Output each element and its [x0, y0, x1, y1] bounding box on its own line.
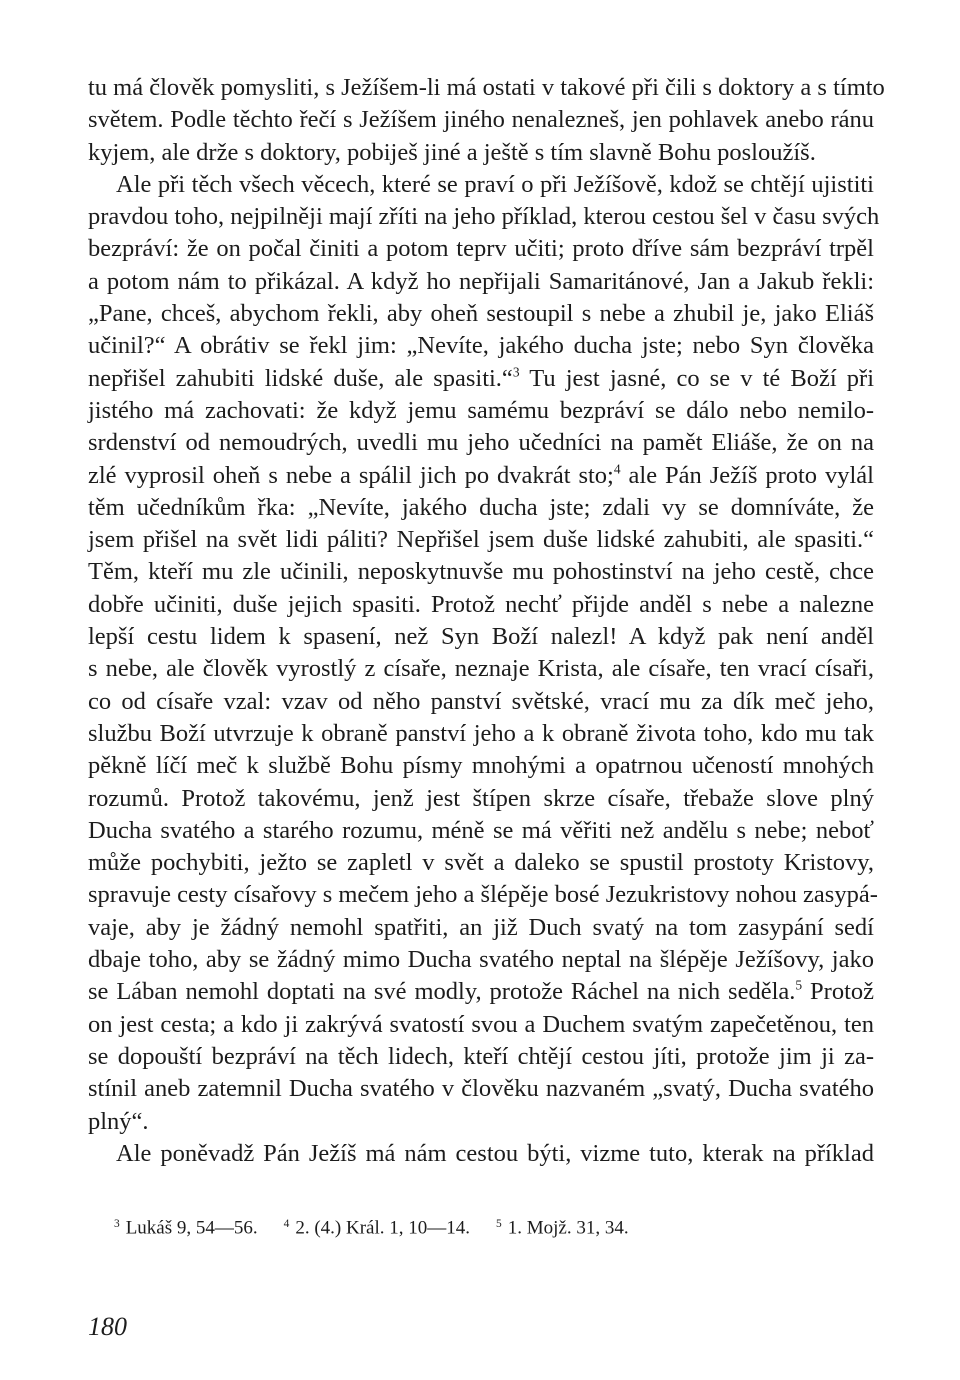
- text-segment: ale Pán Ježíš proto vylál: [628, 461, 874, 489]
- text-line: srdenství od nemoudrých, uvedli mu jeho učedníci na pamět Eliáše, že on na: [88, 429, 874, 457]
- footnote-ref: 5: [795, 977, 803, 993]
- text-line: Těm, kteří mu zle učinili, neposkytnuvše mu pohostinství na jeho cestě, chce: [88, 558, 874, 586]
- footnote: [114, 1212, 258, 1240]
- text-line: spravuje cesty císařovy s mečem jeho a šlépěje bosé Jezukristovy nohou zasypá-: [88, 881, 878, 909]
- text-line: vaje, aby je žádný nemohl spatřiti, an již Duch svatý na tom zasypání sedí: [88, 913, 874, 941]
- footnotes: [114, 1212, 814, 1240]
- text-line: [88, 976, 874, 1008]
- footnote-ref: 4: [613, 461, 621, 477]
- text-line: může pochybiti, ježto se zapletl v svět a daleko se spustil prostoty Kristovy,: [88, 849, 874, 877]
- text-line: s nebe, ale člověk vyrostlý z císaře, neznaje Krista, ale císaře, ten vrací císaři,: [88, 655, 874, 683]
- text-line: tu má člověk pomysliti, s Ježíšem-li má ostati v takové při čili s doktory a s tímto: [88, 74, 885, 101]
- text-line: on jest cesta; a kdo ji zakrývá svatostí svou a Duchem svatým zapečetěnou, ten: [88, 1010, 874, 1038]
- text-line: Ducha svatého a starého rozumu, méně se má věřiti než andělu s nebe; neboť: [88, 816, 874, 844]
- text-line: [88, 363, 874, 395]
- text-line: Ale při těch všech věcech, které se praví o při Ježíšově, kdož se chtějí ujistiti: [116, 170, 874, 198]
- text-line: jistého má zachovati: že když jemu samému bezpráví se dálo nebo nemilo-: [88, 396, 874, 424]
- text-line: těm učedníkům řka: „Nevíte, jakého ducha jste; zdali vy se domníváte, že: [88, 493, 874, 521]
- text-line: lepší cestu lidem k spasení, než Syn Boží nalezl! A když pak není anděl: [88, 623, 874, 651]
- page-number: 180: [88, 1312, 127, 1341]
- footnote-ref: 3: [512, 364, 520, 380]
- text-segment: Tu jest jasné, co se v té Boží při: [529, 364, 875, 392]
- text-line: jsem přišel na svět lidi páliti? Nepřišel jsem duše lidské zahubiti, ale spasiti.“: [88, 526, 874, 554]
- text-line: rozumů. Protož takovému, jenž jest štípen skrze císaře, třebaže slove plný: [88, 784, 874, 812]
- text-line: službu Boží utvrzuje k obraně panství jeho a k obraně života toho, kdo mu tak: [88, 719, 874, 747]
- text-line: a potom nám to přikázal. A když ho nepřijali Samaritánové, Jan a Jakub řekli:: [88, 267, 874, 295]
- footnote-mark: 4: [283, 1218, 290, 1230]
- footnote-text: 2. (4.) Král. 1, 10—14.: [295, 1217, 471, 1239]
- text-line: plný“.: [88, 1107, 149, 1135]
- footnote-mark: 5: [496, 1218, 502, 1230]
- footnote-text: Lukáš 9, 54—56.: [125, 1217, 258, 1239]
- text-line: co od císaře vzal: vzav od něho panství světské, vrací mu za dík meč jeho,: [88, 687, 874, 715]
- text-line: se dopouští bezpráví na těch lidech, kteří chtějí cestou jíti, protože jim ji za-: [88, 1042, 874, 1070]
- text-line: Ale poněvadž Pán Ježíš má nám cestou býti, vizme tuto, kterak na příklad: [116, 1139, 874, 1167]
- text-segment: nepřišel zahubiti lidské duše, ale spasiti.“: [88, 364, 513, 392]
- text-line: dbaje toho, aby se žádný mimo Ducha svatého neptal na šlépěje Ježíšovy, jako: [88, 946, 874, 974]
- text-line: bezpráví: že on počal činiti a potom teprv učiti; proto dříve sám bezpráví trpěl: [88, 235, 874, 263]
- text-line: pravdou toho, nejpilněji mají zříti na jeho příklad, kterou cestou šel v času svých: [88, 203, 880, 231]
- body-text: [88, 72, 885, 1170]
- text-line: stínil aneb zatemnil Ducha svatého v člověku nazvaném „svatý, Ducha svatého: [88, 1075, 874, 1103]
- text-line: světem. Podle těchto řečí s Ježíšem jiného nenalezneš, jen pohlavek anebo ránu: [88, 106, 874, 134]
- text-segment: Protož: [810, 978, 875, 1006]
- footnote: [496, 1212, 629, 1240]
- text-line: kyjem, ale drže s doktory, pobiješ jiné a ještě s tím slavně Bohu posloužíš.: [88, 138, 816, 166]
- footnote-mark: 3: [114, 1218, 120, 1230]
- text-line: [88, 460, 874, 492]
- text-line: učinil?“ A obrátiv se řekl jim: „Nevíte, jakého ducha jste; nebo Syn člověka: [88, 332, 874, 360]
- footnote: [284, 1212, 470, 1240]
- footnote-text: 1. Mojž. 31, 34.: [507, 1217, 629, 1239]
- text-line: dobře učiniti, duše jejich spasiti. Protož nechť přijde anděl s nebe a nalezne: [88, 590, 874, 618]
- text-segment: zlé vyprosil oheň s nebe a spálil jich po dvakrát sto;: [88, 461, 614, 489]
- text-segment: se Lában nemohl doptati na své modly, protože Ráchel na nich seděla.: [88, 978, 796, 1006]
- text-line: pěkně líčí meč k službě Bohu písmy mnohými a opatrnou učeností mnohých: [88, 752, 874, 780]
- text-line: „Pane, chceš, abychom řekli, aby oheň sestoupil s nebe a zhubil je, jako Eliáš: [88, 300, 874, 328]
